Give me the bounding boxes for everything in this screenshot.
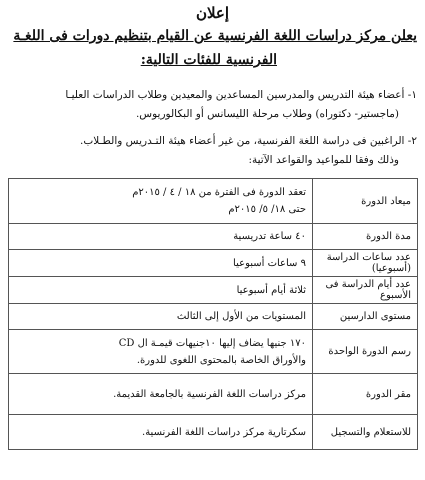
category-1-line-1: ١- أعضاء هيئة التدريس والمدرسين المساعدين والمعيدين وطلاب الدراسات العليـا [65, 89, 417, 101]
row-value: سكرتارية مركز دراسات اللغة الفرنسية. [9, 415, 313, 450]
table-row [9, 330, 418, 374]
schedule-table [8, 178, 418, 450]
table-row [9, 415, 418, 450]
row-label: مدة الدورة [313, 224, 418, 250]
category-item-1 [5, 86, 417, 124]
category-2-line-2: وذلك وفقا للمواعيد والقواعد الآتية: [248, 154, 399, 166]
value-line: والأوراق الخاصة بالمحتوى اللغوى للدورة. [136, 354, 306, 366]
value-line: حتى ١٨/ ٥/ ٢٠١٥م [228, 204, 306, 215]
row-value: المستويات من الأول إلى الثالث [9, 304, 313, 330]
row-label: مستوى الدارسين [313, 304, 418, 330]
value-line: ١٧٠ جنيها يضاف إليها ١٠جنيهات قيمـة ال CD [118, 337, 306, 349]
intro-line-2: الفرنسية للفئات التالية: [140, 52, 277, 68]
category-2-line-1: ٢- الراغبين فى دراسة اللغة الفرنسية، من غير أعضاء هيئة التـدريس والطـلاب. [79, 135, 417, 147]
row-value: ثلاثة أيام أسبوعيا [9, 277, 313, 304]
row-label: ميعاد الدورة [313, 179, 418, 224]
row-value [9, 330, 313, 374]
table-row [9, 304, 418, 330]
row-value [9, 179, 313, 224]
table-row [9, 250, 418, 277]
row-value: مركز دراسات اللغة الفرنسية بالجامعة القديمة. [9, 374, 313, 415]
table-row [9, 277, 418, 304]
row-value: ٩ ساعات أسبوعيا [9, 250, 313, 277]
row-value: ٤٠ ساعة تدريسية [9, 224, 313, 250]
category-item-2 [5, 132, 417, 170]
row-label: للاستعلام والتسجيل [313, 415, 418, 450]
intro-paragraph [7, 24, 417, 72]
intro-line-1: يعلن مركز دراسات اللغة الفرنسية عن القيام بتنظيم دورات فى اللغـة [13, 28, 417, 44]
table-row [9, 224, 418, 250]
row-label: عدد أيام الدراسة فى الأسبوع [313, 277, 418, 304]
announcement-title: إعلان [195, 4, 230, 22]
table-row [9, 374, 418, 415]
category-1-line-2: (ماجستير- دكتوراه) وطلاب مرحلة الليسانس أو البكالوريوس. [135, 108, 399, 120]
row-label: مقر الدورة [313, 374, 418, 415]
row-label: رسم الدورة الواحدة [313, 330, 418, 374]
value-line: تعقد الدورة فى الفترة من ١٨ / ٤ / ٢٠١٥م [132, 187, 306, 198]
table-row [9, 179, 418, 224]
row-label: عدد ساعات الدراسة (أسبوعيا) [313, 250, 418, 277]
